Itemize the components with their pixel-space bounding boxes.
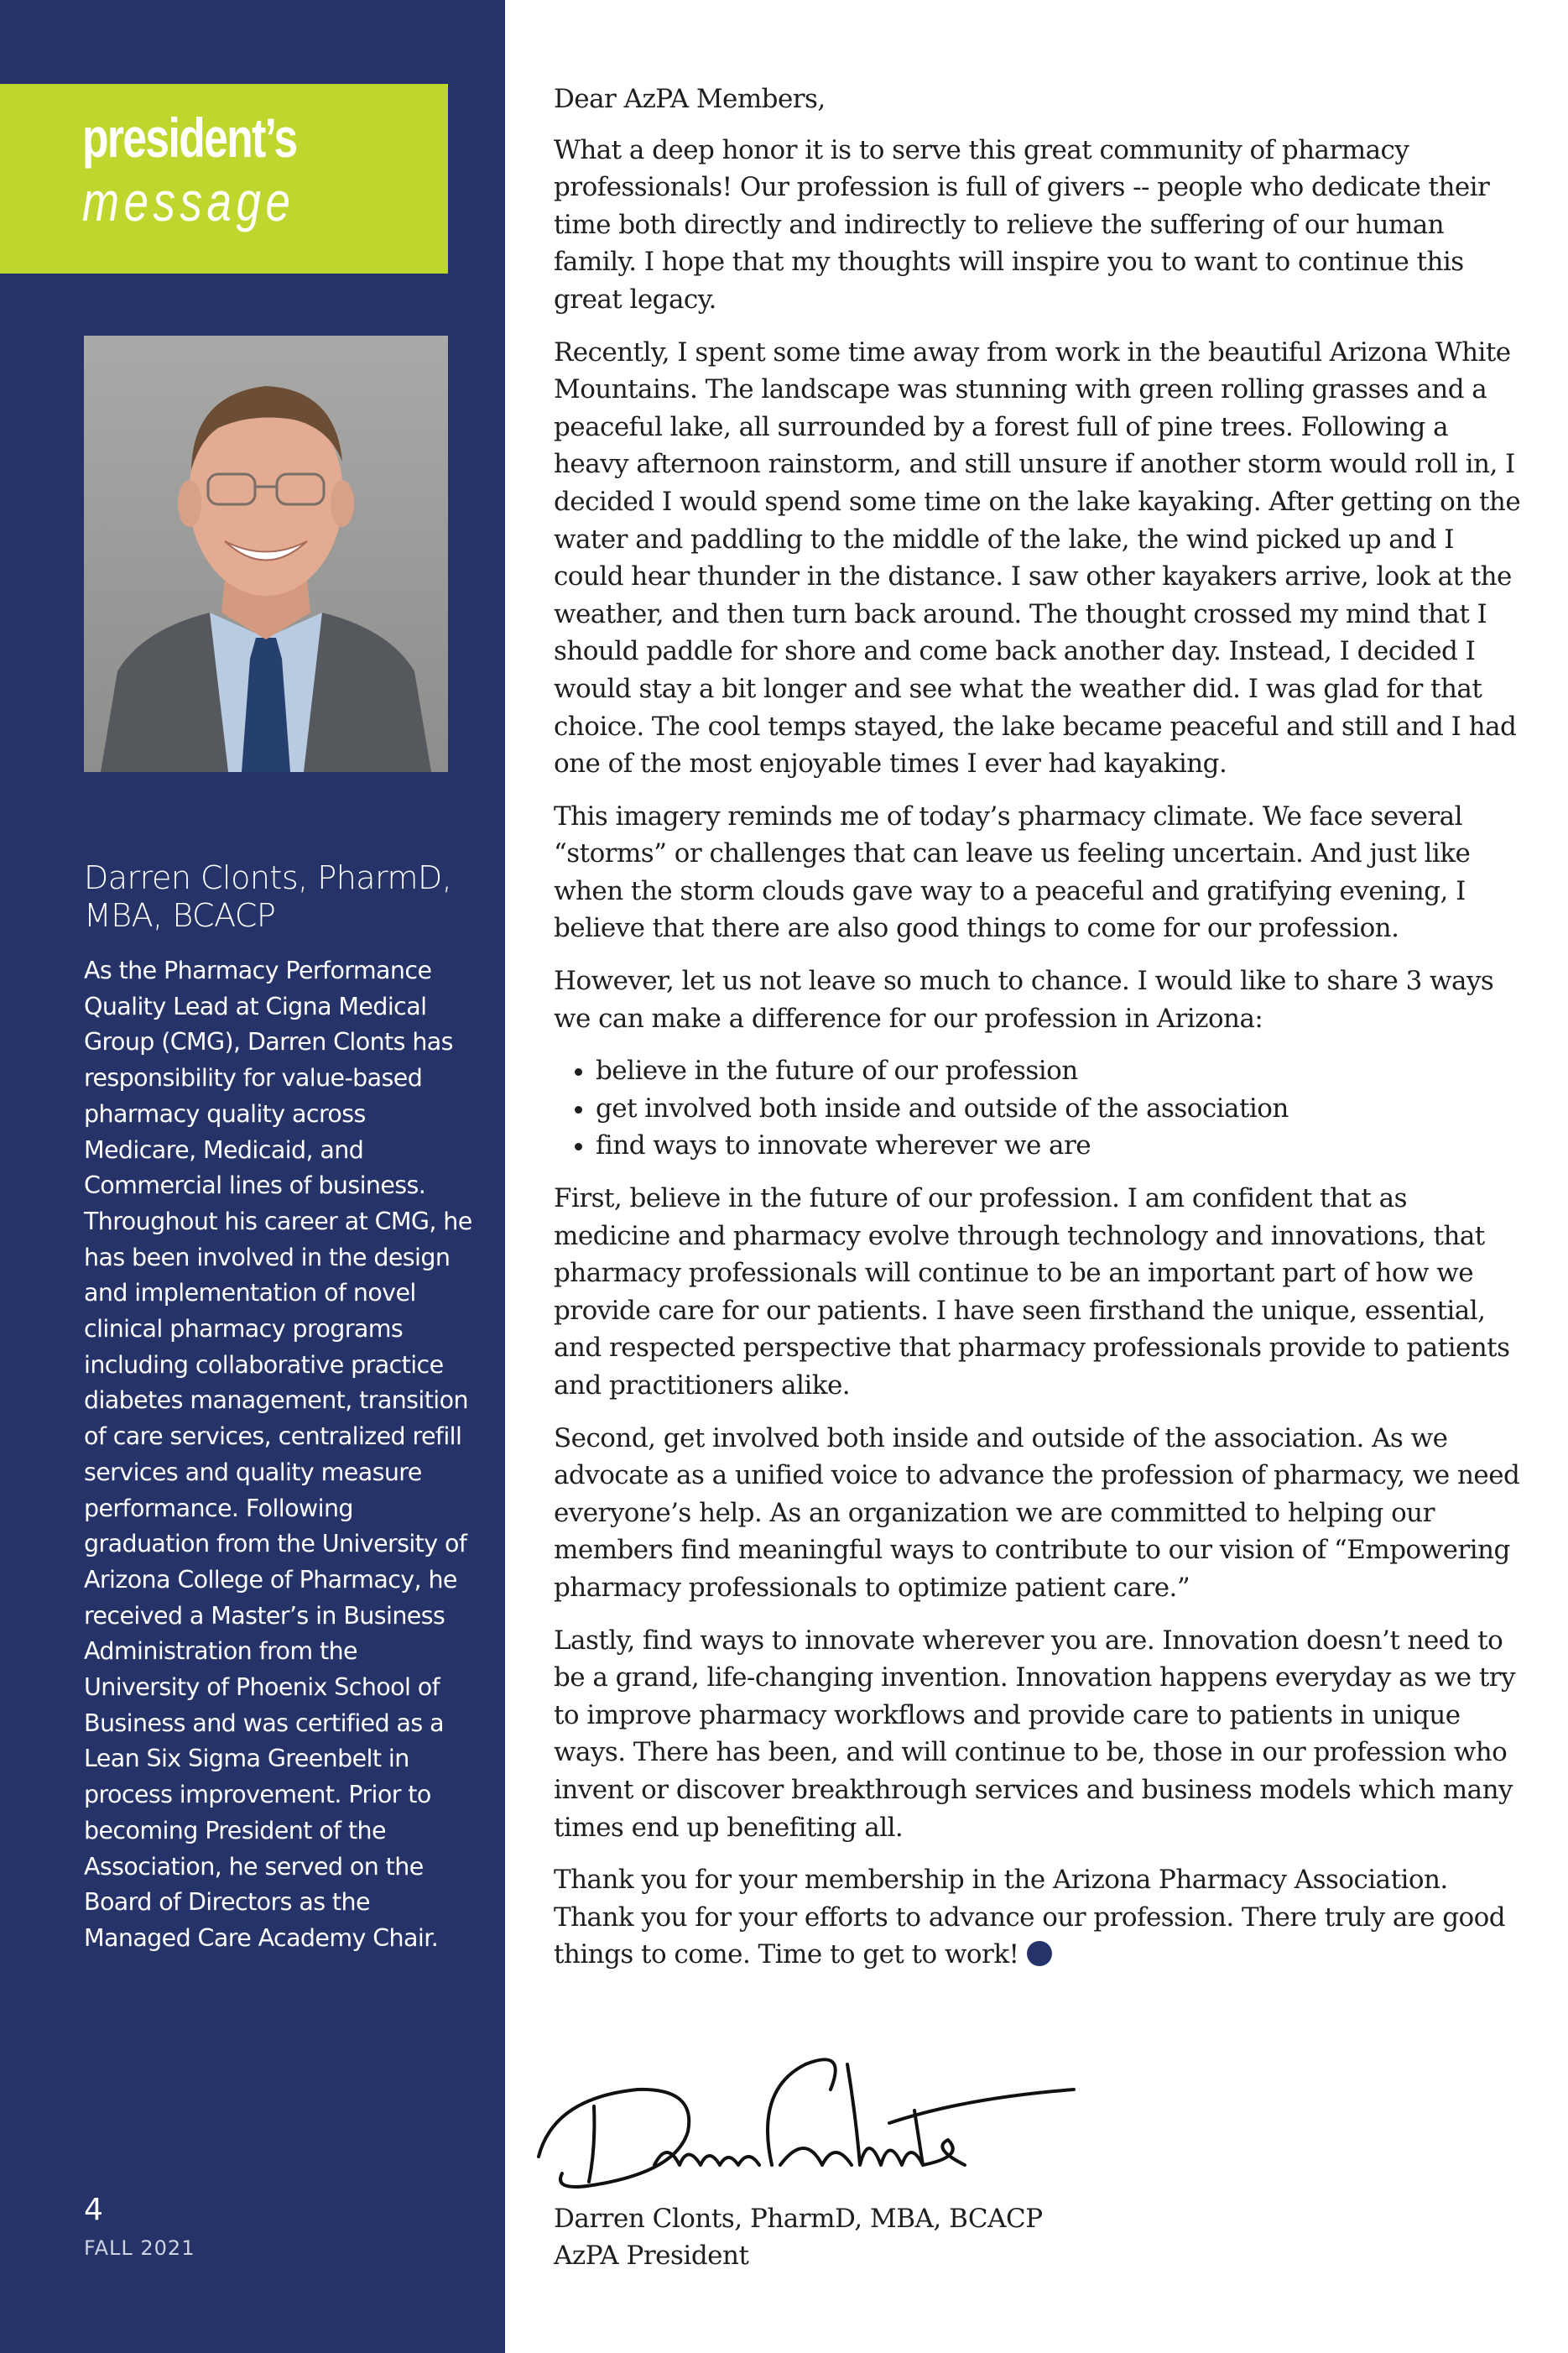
bio-text: As the Pharmacy Performance Quality Lead at Cigna Medical Group (CMG), Darren Clonts has responsibility for value-based pharmacy quality across Medicare, Medicaid, and Commercial lines of business. Throughout his career at CMG, he has been involved in the design and implementation of novel clinical pharmacy programs including collaborative practice diabetes management, transition of care services, centralized refill services and quality measure performance. Following graduation from the University of Arizona College of Pharmacy, he received a Master’s in Business Administration from the University of Phoenix School of Business and was certified as a Lean Six Sigma Greenbelt in process improvement. Prior to becoming President of the Association, he served on the Board of Directors as the Managed Care Academy Chair. (84, 957, 472, 1952)
closing-paragraph (554, 1861, 1527, 1974)
issue-label: FALL 2021 (84, 2236, 195, 2260)
portrait-illustration (84, 336, 448, 772)
paragraph: Second, get involved both inside and outside of the association. As we advocate as a unified voice to advance the profession of pharmacy, we need everyone’s help. As an organization we are committed to helping our members find meaningful ways to contribute to our vision of “Empowering pharmacy professionals to optimize patient care.” (554, 1422, 1520, 1603)
list-item: • believe in the future of our profession (596, 1052, 1527, 1090)
end-mark-icon (1027, 1941, 1052, 1966)
ways-list (554, 1052, 1527, 1165)
list-item: • get involved both inside and outside of the association (596, 1090, 1527, 1128)
signature-title: AzPA President (554, 2241, 749, 2271)
paragraph: However, let us not leave so much to chance. I would like to share 3 ways we can make a difference for our profession in Arizona: (554, 966, 1494, 1034)
paragraph: This imagery reminds me of today’s pharmacy climate. We face several “storms” or challenges that can leave us feeling uncertain. And just like when the storm clouds gave way to a peaceful and gratifying evening, I believe that there are also good things to come for our profession. (554, 801, 1471, 944)
banner-title: president’s (82, 107, 297, 169)
closing-text: Thank you for your membership in the Arizona Pharmacy Association. Thank you for your efforts to advance our profession. There truly are good things to come. Time to get to work! (554, 1865, 1506, 1970)
president-portrait-photo (84, 336, 448, 772)
letter-body (554, 81, 1527, 1989)
page-number: 4 (84, 2193, 103, 2227)
bio-name: Darren Clonts, PharmD, MBA, BCACP (84, 859, 452, 934)
banner-subtitle: message (82, 170, 295, 232)
paragraph: Recently, I spent some time away from work in the beautiful Arizona White Mountains. The landscape was stunning with green rolling grasses and a peaceful lake, all surrounded by a forest full of pine trees. Following a heavy afternoon rainstorm, and still unsure if another storm would roll in, I decided I would spend some time on the lake kayaking. After getting on the water and paddling to the middle of the lake, the wind picked up and I could hear thunder in the distance. I saw other kayakers arrive, look at the weather, and then turn back around. The thought crossed my mind that I should paddle for shore and come back another day. Instead, I decided I would stay a bit longer and see what the weather did. I was glad for that choice. The cool temps stayed, the lake became peaceful and still and I had one of the most enjoyable times I ever had kayaking. (554, 337, 1521, 780)
list-item: • find ways to innovate wherever we are (596, 1127, 1527, 1165)
handwritten-signature (529, 2039, 1082, 2199)
paragraph: What a deep honor it is to serve this great community of pharmacy professionals! Our profession is full of givers -- people who dedicate their time both directly and indirectly to relieve the suffering of our human family. I hope that my thoughts will inspire you to want to continue this great legacy. (554, 134, 1490, 315)
signature-name: Darren Clonts, PharmD, MBA, BCACP (554, 2204, 1043, 2234)
paragraph: First, believe in the future of our profession. I am confident that as medicine and pharmacy evolve through technology and innovations, that pharmacy professionals will continue to be an important part of how we provide care for our patients. I have seen firsthand the unique, essential, and respected perspective that pharmacy professionals provide to patients and practitioners alike. (554, 1183, 1510, 1401)
salutation: Dear AzPA Members, (554, 84, 826, 114)
paragraph: Lastly, find ways to innovate wherever you are. Innovation doesn’t need to be a grand, life-changing invention. Innovation happens everyday as we try to improve pharmacy workflows and provide care to patients in unique ways. There has been, and will continue to be, those in our profession who invent or discover breakthrough services and business models which many times end up benefiting all. (554, 1625, 1515, 1843)
